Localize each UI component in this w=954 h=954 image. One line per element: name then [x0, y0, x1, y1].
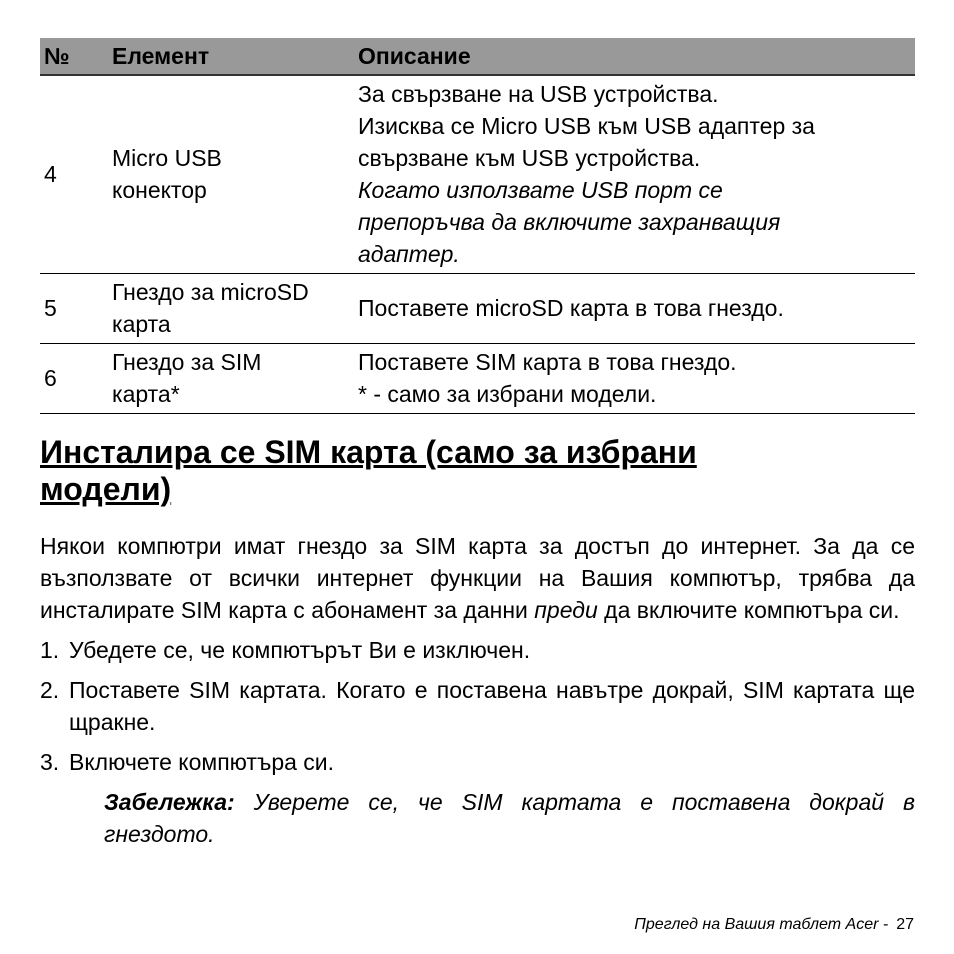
row-description [354, 273, 915, 343]
step-number: 3. [40, 748, 60, 775]
step-text: Убедете се, че компютърът Ви е изключен. [69, 636, 531, 663]
list-item [40, 634, 915, 666]
row-number: 6 [44, 365, 57, 391]
page-number: 27 [896, 916, 914, 933]
header-element: Елемент [108, 38, 354, 75]
step-number: 1. [40, 636, 60, 663]
table-row [40, 75, 915, 273]
list-item [40, 746, 915, 778]
row-number: 4 [44, 161, 57, 188]
row-description [354, 343, 915, 413]
desc-line: Поставете microSD карта в това гнездо. [358, 295, 784, 321]
desc-line: свързване към USB устройства. [358, 145, 701, 172]
desc-note-line: Когато използвате USB порт се [358, 177, 723, 204]
header-number: № [40, 38, 108, 75]
table-row [40, 343, 915, 413]
row-element [108, 75, 354, 273]
section-title: Инсталира се SIM карта (само за избрани модели) [40, 433, 697, 507]
desc-note-line: адаптер. [358, 241, 460, 268]
desc-line: Изисква се Micro USB към USB адаптер за [358, 113, 815, 140]
components-table [40, 38, 915, 414]
element-line: Гнездо за microSD [112, 279, 309, 305]
intro-text: Някои компютри имат гнездо за SIM карта за достъп до интернет. За да се възползвате от всички интернет функции на Вашия компютър, трябва да инсталирате SIM карта с абонамент за данни [40, 532, 915, 623]
row-description [354, 75, 915, 273]
page-footer [634, 916, 914, 934]
desc-line: За свързване на USB устройства. [358, 81, 719, 108]
step-number: 2. [40, 676, 60, 703]
steps-list [40, 634, 915, 778]
row-number: 5 [44, 295, 57, 321]
row-element [108, 273, 354, 343]
element-line: карта [112, 311, 171, 337]
intro-paragraph [40, 530, 915, 626]
element-line: карта* [112, 381, 180, 407]
intro-emphasis: преди [534, 596, 598, 623]
note-label: Забележка: [104, 788, 235, 815]
header-description: Описание [354, 38, 915, 75]
element-line: Гнездо за SIM [112, 349, 262, 375]
element-line: конектор [112, 177, 207, 204]
desc-line: Поставете SIM карта в това гнездо. [358, 349, 737, 375]
step-text: Включете компютъра си. [69, 748, 335, 775]
step-text: Поставете SIM картата. Когато е поставена навътре докрай, SIM картата ще щракне. [69, 676, 915, 735]
intro-text-end: да включите компютъра си. [604, 596, 900, 623]
note [104, 786, 915, 850]
row-element [108, 343, 354, 413]
list-item [40, 674, 915, 738]
desc-line: * - само за избрани модели. [358, 381, 657, 407]
table-header-row [40, 38, 915, 75]
page-content [40, 38, 915, 850]
element-line: Micro USB [112, 145, 222, 172]
note-text: Уверете се, че SIM картата е поставена докрай в гнездото. [104, 788, 915, 847]
desc-note-line: препоръчва да включите захранващия [358, 209, 781, 236]
footer-title: Преглед на Вашия таблет Acer - [634, 916, 889, 933]
table-row [40, 273, 915, 343]
